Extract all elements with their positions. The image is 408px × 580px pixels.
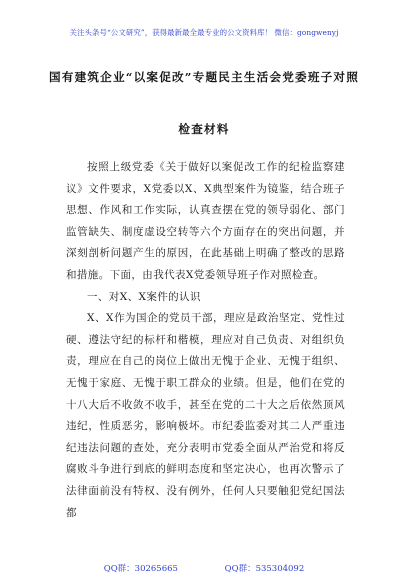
document-title-line1: 国有建筑企业“以案促改”专题民主生活会党委班子对照 — [49, 70, 359, 84]
document-title-line2: 检查材料 — [178, 122, 230, 136]
footer-qq-group-1: QQ群：30265665 — [103, 564, 178, 574]
case-analysis-paragraph: X、X作为国企的党员干部，理应是政治坚定、党性过硬、遵法守纪的标杆和楷模，理应对自己负责、对组织负责，理应在自己的岗位上做出无愧于企业、无愧于组织、无愧于家庭、无愧于职工群众的业绩。但是，他们在党的十八大后不收敛不收手，甚至在党的二十大之后依然顶风违纪，性质恶劣，影响极坏。市纪委监委对其二人严重违纪违法问题的查处，充分表明市党委全面从严治党和将反腐败斗争进行到底的鲜明态度和坚定决心，也再次警示了法律面前没有特权、没有例外，任何人只要触犯党纪国法都 — [66, 312, 345, 519]
footer-qq-group-2: QQ群：535304092 — [224, 564, 305, 574]
intro-paragraph: 按照上级党委《关于做好以案促改工作的纪检监察建议》文件要求，X党委以X、X典型案件为镜鉴，结合班子思想、作风和工作实际，认真查摆在党的领导弱化、部门监管缺失、制度虚设空转等六个方面存在的突出问题，并深刻剖析问题产生的原因，在此基础上明确了整改的思路和措施。下面，由我代表X党委领导班子作对照检查。 — [66, 161, 345, 281]
section-heading: 一、对X、X案件的认识 — [87, 290, 201, 303]
footer — [0, 562, 408, 574]
document-body — [66, 157, 345, 524]
header-banner: 关注头条号“公文研究”，获得最新最全最专业的公文资料库！ 微信：gongwenyj — [69, 28, 339, 37]
